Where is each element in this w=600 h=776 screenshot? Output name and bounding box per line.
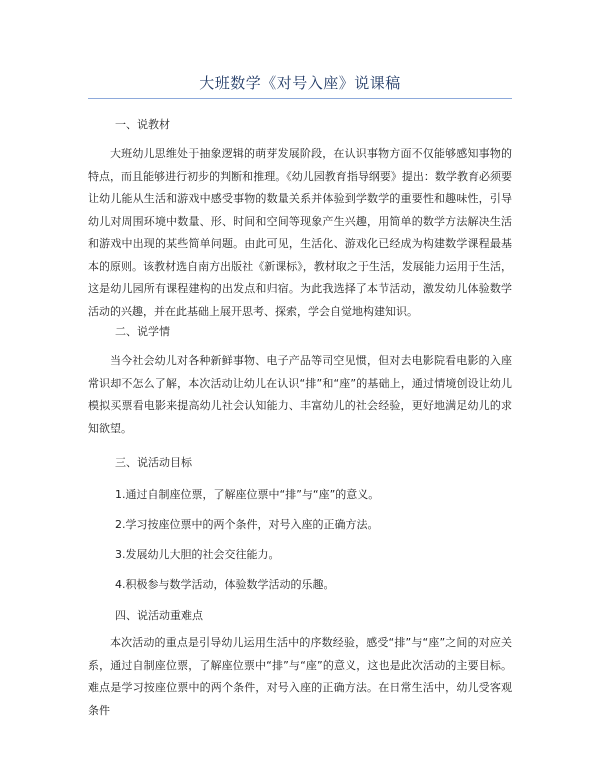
- goal-item-4: 4.积极参与数学活动，体验数学活动的乐趣。: [115, 578, 335, 591]
- paragraph-key-difficulties: 本次活动的重点是引导幼儿运用生活中的序数经验，感受“排”与“座”之间的对应关系，通过自制座位票，了解座位票中“排”与“座”的意义，这也是此次活动的主要目标。难点是学习按座位票中的两个条件，对号入座的正确方法。在日常生活中，幼儿受客观条件: [88, 636, 512, 717]
- goal-item-2: 2.学习按座位票中的两个条件，对号入座的正确方法。: [115, 518, 379, 531]
- paragraph-learning-situation: 当今社会幼儿对各种新鲜事物、电子产品等司空见惯，但对去电影院看电影的入座常识却不怎么了解，本次活动让幼儿在认识“排”和“座”的基础上，通过情境创设让幼儿模拟买票看电影来提高幼儿社会认知能力、丰富幼儿的社会经验，更好地满足幼儿的求知欲望。: [88, 354, 512, 435]
- goal-item-3: 3.发展幼儿大胆的社会交往能力。: [115, 548, 280, 561]
- section-heading-learning-situation: 二、说学情: [115, 325, 170, 338]
- section-heading-teaching-material: 一、说教材: [115, 118, 170, 131]
- document-title: 大班数学《对号入座》说课稿: [199, 74, 401, 92]
- section-heading-activity-goals: 三、说活动目标: [115, 456, 192, 469]
- paragraph-teaching-material: 大班幼儿思维处于抽象逻辑的萌芽发展阶段，在认识事物方面不仅能够感知事物的特点，而且能够进行初步的判断和推理。《幼儿园教育指导纲要》提出：数学教育必须要让幼儿能从生活和游戏中感受事物的数量关系并体验到学数学的重要性和趣味性，引导幼儿对周围环境中数量、形、时间和空间等现象产生兴趣，用简单的数学方法解决生活和游戏中出现的某些简单问题。由此可见，生活化、游戏化已经成为构建数学课程最基本的原则。该教材选自南方出版社《新课标》，教材取之于生活，发展能力运用于生活，这是幼儿园所有课程建构的出发点和归宿。为此我选择了本节活动，激发幼儿体验数学活动的兴趣，并在此基础上展开思考、探索，学会自觉地构建知识。: [88, 147, 512, 318]
- title-divider: [88, 98, 512, 99]
- section-heading-key-difficulties: 四、说活动重难点: [115, 609, 203, 622]
- goal-item-1: 1.通过自制座位票，了解座位票中“排”与“座”的意义。: [115, 488, 380, 501]
